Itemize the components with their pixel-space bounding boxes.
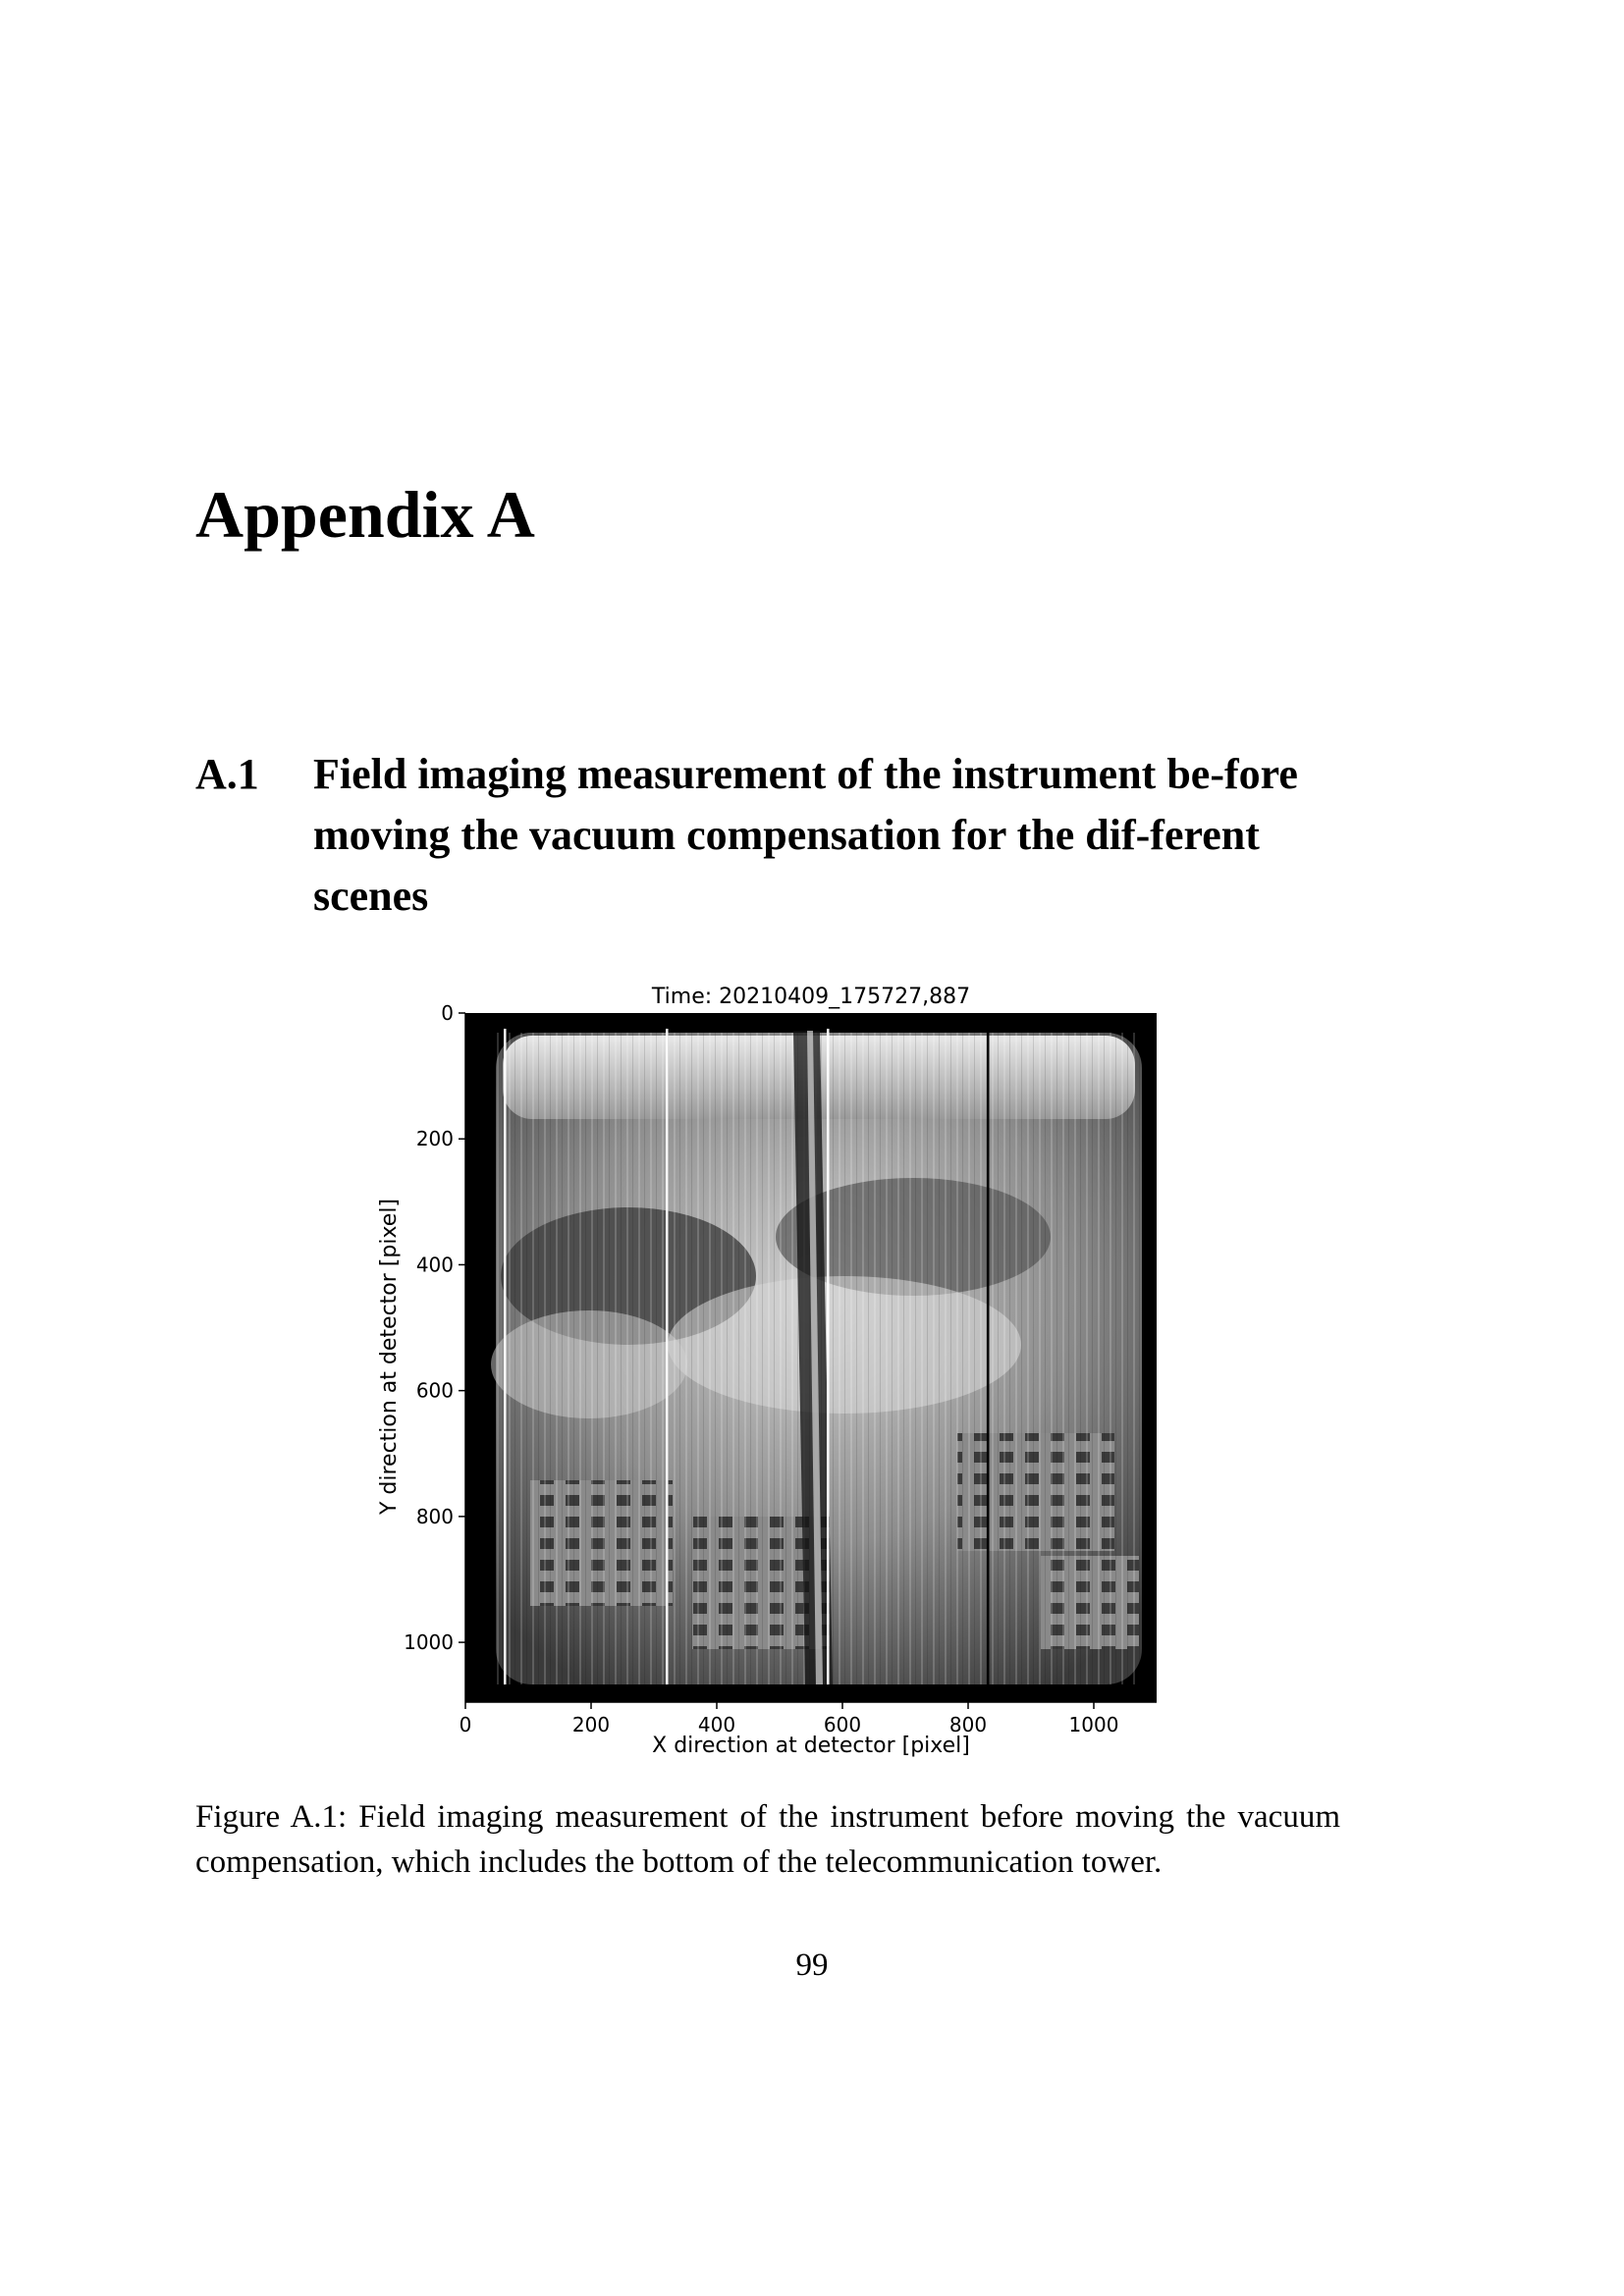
column-artifact [666, 1029, 669, 1684]
chapter-title: Appendix A [195, 477, 535, 552]
y-axis-ticks [404, 1001, 465, 1654]
figure-caption: Figure A.1: Field imaging measurement of the instrument before moving the vacuum compensation, which includes the bottom of the telecommunication tower. [195, 1799, 1340, 1880]
y-tick-label: 0 [441, 1001, 454, 1025]
chart-title: Time: 20210409_175727,887 [651, 985, 971, 1009]
page-number: 99 [795, 1948, 829, 1983]
y-axis-label: Y direction at detector [pixel] [377, 1198, 402, 1516]
column-artifact [987, 1029, 990, 1684]
x-tick-label: 1000 [1068, 1713, 1119, 1736]
section-number: A.1 [195, 750, 259, 798]
column-artifact [504, 1029, 507, 1684]
x-tick-label: 800 [948, 1713, 988, 1736]
detector-image [465, 1013, 1157, 1702]
x-axis-ticks [460, 1702, 1119, 1736]
y-tick-label: 1000 [404, 1630, 454, 1655]
y-tick-label: 600 [415, 1378, 454, 1403]
y-tick-label: 200 [415, 1127, 454, 1151]
x-tick-label: 200 [571, 1713, 611, 1736]
section-title: Field imaging measurement of the instrument be-fore moving the vacuum compensation for the dif-ferent scenes [313, 750, 1298, 920]
column-artifact [827, 1029, 830, 1684]
x-tick-label: 0 [459, 1713, 472, 1736]
x-axis-label: X direction at detector [pixel] [652, 1734, 970, 1758]
x-tick-label: 400 [697, 1713, 736, 1736]
y-tick-label: 400 [415, 1253, 454, 1277]
y-tick-label: 800 [415, 1504, 454, 1528]
x-tick-label: 600 [823, 1713, 862, 1736]
